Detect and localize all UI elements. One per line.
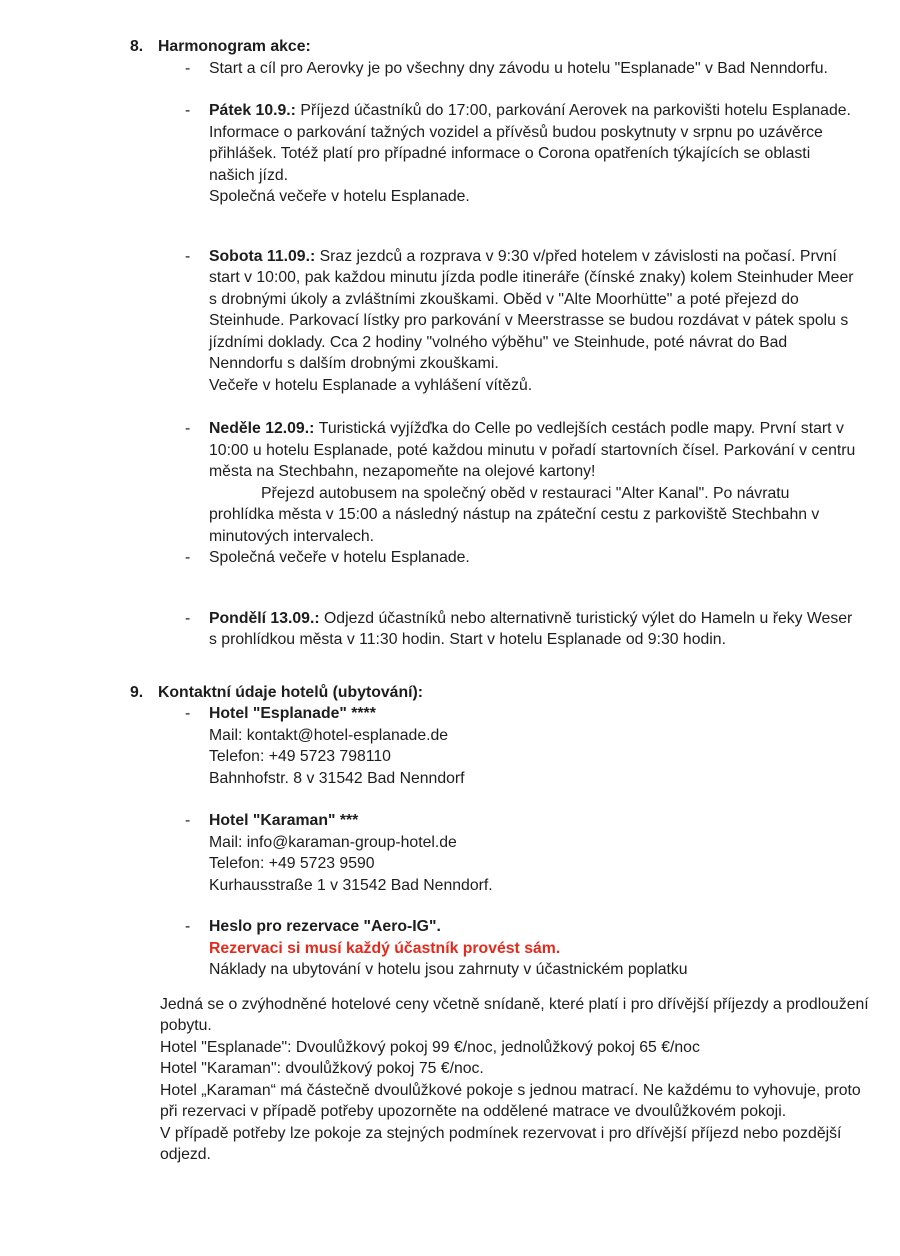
closing-paragraph-line: Hotel "Karaman": dvoulůžkový pokoj 75 €/noc. xyxy=(160,1060,484,1077)
paragraph-text: Bahnhofstr. 8 v 31542 Bad Nenndorf xyxy=(209,769,465,787)
closing-paragraph-line: V případě potřeby lze pokoje za stejných podmínek rezervovat i pro dřívější příjezd nebo pozdější odjezd. xyxy=(160,1124,842,1163)
closing-paragraphs xyxy=(160,994,874,1166)
bullet-dash: - xyxy=(185,59,191,77)
section-items xyxy=(0,703,900,981)
paragraph-line xyxy=(209,875,857,897)
bold-lead: Pátek 10.9.: xyxy=(209,102,301,119)
bullet-dash: - xyxy=(185,918,191,935)
list-item xyxy=(185,703,857,789)
paragraph-line xyxy=(209,418,857,483)
bullet-content xyxy=(209,916,857,981)
paragraph-text: Rezervaci si musí každý účastník provést sám. xyxy=(209,939,561,957)
numbered-section xyxy=(0,36,900,651)
paragraph-line xyxy=(209,375,857,397)
bullet-content xyxy=(209,58,857,80)
section-title: Kontaktní údaje hotelů (ubytování): xyxy=(158,683,424,701)
paragraph-line xyxy=(209,547,857,569)
list-item xyxy=(185,100,857,208)
list-item xyxy=(185,418,857,547)
paragraph-text: Společná večeře v hotelu Esplanade. xyxy=(209,549,470,566)
paragraph-text: Mail: kontakt@hotel-esplanade.de xyxy=(209,726,449,744)
paragraph-line xyxy=(209,58,857,80)
bullet-dash: - xyxy=(185,247,191,265)
document-body xyxy=(0,36,900,981)
section-items xyxy=(0,58,900,651)
paragraph-line xyxy=(209,746,857,768)
section-heading xyxy=(130,36,900,58)
bullet-content xyxy=(209,246,857,397)
paragraph-text: Večeře v hotelu Esplanade a vyhlášení vítězů. xyxy=(209,376,533,394)
bullet-dash: - xyxy=(185,705,191,722)
paragraph-line xyxy=(209,608,857,651)
paragraph-line xyxy=(209,725,857,747)
paragraph-line xyxy=(209,959,857,981)
bullet-content xyxy=(209,418,857,547)
closing-paragraph-line: Hotel „Karaman“ má částečně dvoulůžkové pokoje s jednou matrací. Ne každému to vyhovuje, proto při rezervaci v případě potřeby upozorněte na oddělené matrace ve dvoulůžkovém pokoji. xyxy=(160,1081,861,1120)
paragraph-text: Turistická vyjížďka do Celle po vedlejších cestách podle mapy. První start v 10:00 u hotelu Esplanade, poté každou minutu v pořadí startovních čísel. Parkování v centru města na Stechbahn, nezapomeňte na olejové kartony! xyxy=(209,420,856,480)
list-item xyxy=(185,608,857,651)
paragraph-text: Telefon: +49 5723 9590 xyxy=(209,855,375,872)
paragraph-line xyxy=(209,483,857,548)
bold-lead: Heslo pro rezervace "Aero-IG". xyxy=(209,918,441,935)
closing-paragraph-line: Hotel "Esplanade": Dvoulůžkový pokoj 99 €/noc, jednolůžkový pokoj 65 €/noc xyxy=(160,1038,700,1056)
bullet-content xyxy=(209,100,857,208)
bullet-dash: - xyxy=(185,102,191,119)
bullet-content xyxy=(209,703,857,789)
bullet-content xyxy=(209,810,857,896)
list-item xyxy=(185,547,857,569)
paragraph-text: Kurhausstraße 1 v 31542 Bad Nenndorf. xyxy=(209,876,493,894)
paragraph-line xyxy=(209,810,857,832)
bold-lead: Hotel "Karaman" *** xyxy=(209,812,359,829)
list-item xyxy=(185,58,857,80)
list-item xyxy=(185,916,857,981)
paragraph-line xyxy=(209,703,857,725)
paragraph-text: Mail: info@karaman-group-hotel.de xyxy=(209,833,457,851)
paragraph-text: Sraz jezdců a rozprava v 9:30 v/před hotelem v závislosti na počasí. První start v 10:00, pak každou minutu jízda podle itineráře (čínské znaky) kolem Steinhuder Meer s drobnými úkoly a zvláštními zkouškami. Oběd v "Alte Moorhütte" a poté přejezd do Steinhude. Parkovací lístky pro parkování v Meerstrasse se budou rozdávat v pátek spolu s jízdními doklady. Cca 2 hodiny "volného výběhu" ve Steinhude, poté návrat do Bad Nenndorfu s dalším drobnými zkouškami. xyxy=(209,247,854,372)
closing-paragraph-line: Jedná se o zvýhodněné hotelové ceny včetně snídaně, které platí i pro dřívější příjezdy a prodloužení pobytu. xyxy=(160,995,869,1034)
paragraph-text: Příjezd účastníků do 17:00, parkování Aerovek na parkovišti hotelu Esplanade. Informace o parkování tažných vozidel a přívěsů budou poskytnuty v srpnu po uzávěrce přihlášek. Totéž platí pro případné informace o Corona opatřeních týkajících se oblasti našich jízd. xyxy=(209,102,851,184)
paragraph-line xyxy=(209,186,857,208)
paragraph-line xyxy=(209,832,857,854)
paragraph-line xyxy=(209,853,857,875)
paragraph-text: Odjezd účastníků nebo alternativně turistický výlet do Hameln u řeky Weser s prohlídkou města v 11:30 hodin. Start v hotelu Esplanade od 9:30 hodin. xyxy=(209,609,853,648)
paragraph-line xyxy=(209,916,857,938)
bullet-content xyxy=(209,547,857,569)
red-notice-line xyxy=(209,938,857,960)
numbered-section xyxy=(0,682,900,981)
bullet-dash: - xyxy=(185,812,191,829)
bold-lead: Neděle 12.09.: xyxy=(209,420,319,437)
paragraph-text: Telefon: +49 5723 798110 xyxy=(209,748,391,765)
bullet-dash: - xyxy=(185,609,191,627)
paragraph-line xyxy=(209,100,857,186)
list-item xyxy=(185,246,857,397)
bullet-dash: - xyxy=(185,549,191,566)
bold-lead: Pondělí 13.09.: xyxy=(209,609,325,627)
paragraph-text: Náklady na ubytování v hotelu jsou zahrnuty v účastnickém poplatku xyxy=(209,961,688,978)
paragraph-line xyxy=(209,246,857,375)
list-item xyxy=(185,810,857,896)
bullet-content xyxy=(209,608,857,651)
bold-lead: Sobota 11.09.: xyxy=(209,247,320,265)
paragraph-text: Přejezd autobusem na společný oběd v restauraci "Alter Kanal". Po návratu prohlídka města v 15:00 a následný nástup na zpáteční cestu z parkoviště Stechbahn v minutových intervalech. xyxy=(209,484,820,545)
paragraph-text: Společná večeře v hotelu Esplanade. xyxy=(209,188,470,205)
paragraph-line xyxy=(209,768,857,790)
paragraph-text: Start a cíl pro Aerovky je po všechny dny závodu u hotelu "Esplanade" v Bad Nenndorfu. xyxy=(209,59,828,77)
section-title: Harmonogram akce: xyxy=(158,38,311,55)
bold-lead: Hotel "Esplanade" **** xyxy=(209,705,376,722)
section-number: 8. xyxy=(130,38,144,55)
section-number: 9. xyxy=(130,683,144,701)
section-heading xyxy=(130,682,900,704)
bullet-dash: - xyxy=(185,420,191,437)
